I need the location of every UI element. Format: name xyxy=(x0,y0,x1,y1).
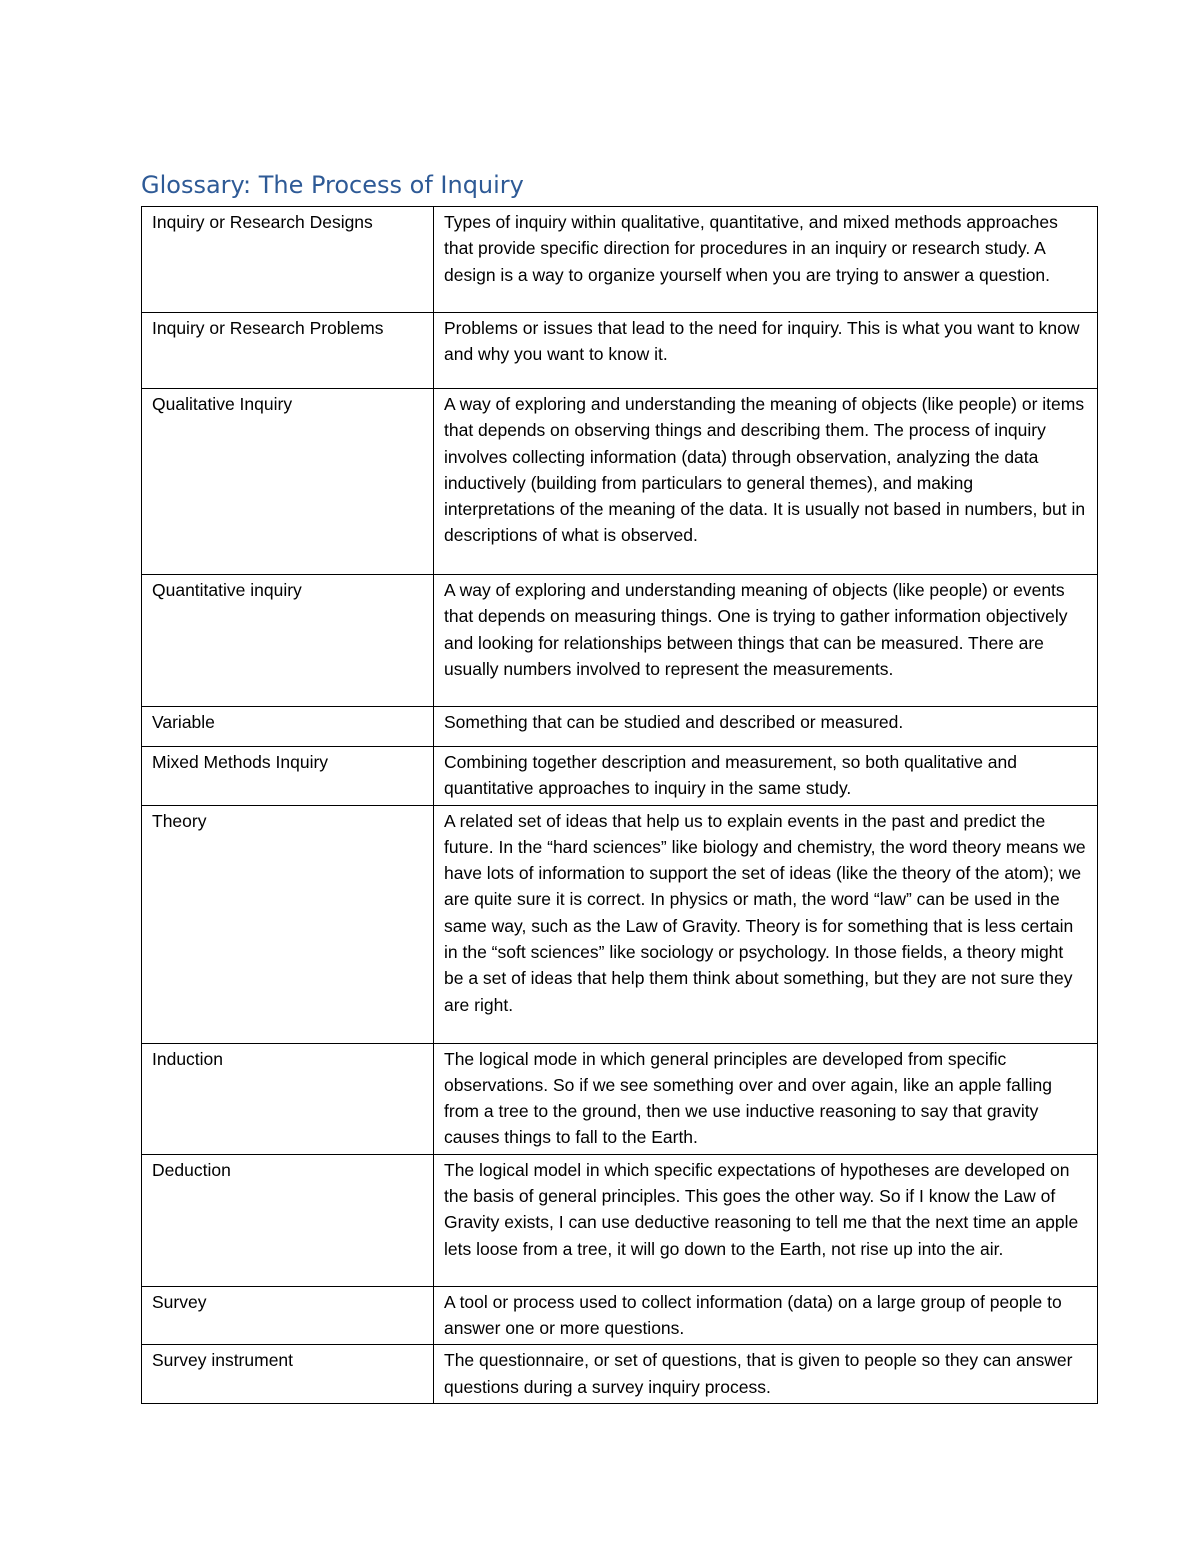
glossary-term: Inquiry or Research Designs xyxy=(142,207,434,313)
glossary-row xyxy=(142,1043,1098,1154)
glossary-definition: Problems or issues that lead to the need for inquiry. This is what you want to know and why you want to know it. xyxy=(434,313,1098,389)
glossary-row xyxy=(142,313,1098,389)
page-title: Glossary: The Process of Inquiry xyxy=(141,171,524,199)
glossary-term: Deduction xyxy=(142,1154,434,1286)
glossary-row xyxy=(142,1154,1098,1286)
glossary-row xyxy=(142,207,1098,313)
glossary-definition: The logical model in which specific expectations of hypotheses are developed on the basis of general principles. This goes the other way. So if I know the Law of Gravity exists, I can use deductive reasoning to tell me that the next time an apple lets loose from a tree, it will go down to the Earth, not rise up into the air. xyxy=(434,1154,1098,1286)
glossary-row xyxy=(142,389,1098,575)
glossary-term: Qualitative Inquiry xyxy=(142,389,434,575)
glossary-term: Induction xyxy=(142,1043,434,1154)
glossary-definition: The questionnaire, or set of questions, that is given to people so they can answer questions during a survey inquiry process. xyxy=(434,1345,1098,1404)
glossary-definition: A related set of ideas that help us to explain events in the past and predict the future. In the “hard sciences” like biology and chemistry, the word theory means we have lots of information to support the set of ideas (like the theory of the atom); we are quite sure it is correct. In physics or math, the word “law” can be used in the same way, such as the Law of Gravity. Theory is for something that is less certain in the “soft sciences” like sociology or psychology. In those fields, a theory might be a set of ideas that help them think about something, but they are not sure they are right. xyxy=(434,805,1098,1043)
glossary-term: Theory xyxy=(142,805,434,1043)
glossary-definition: Combining together description and measurement, so both qualitative and quantitative approaches to inquiry in the same study. xyxy=(434,747,1098,806)
glossary-definition: A way of exploring and understanding meaning of objects (like people) or events that depends on measuring things. One is trying to gather information objectively and looking for relationships between things that can be measured. There are usually numbers involved to represent the measurements. xyxy=(434,575,1098,707)
glossary-definition: A tool or process used to collect information (data) on a large group of people to answer one or more questions. xyxy=(434,1286,1098,1345)
glossary-term: Inquiry or Research Problems xyxy=(142,313,434,389)
glossary-term: Variable xyxy=(142,707,434,747)
glossary-term: Survey instrument xyxy=(142,1345,434,1404)
glossary-row xyxy=(142,707,1098,747)
glossary-term: Survey xyxy=(142,1286,434,1345)
glossary-term: Mixed Methods Inquiry xyxy=(142,747,434,806)
glossary-row xyxy=(142,1345,1098,1404)
glossary-row xyxy=(142,1286,1098,1345)
glossary-definition: Types of inquiry within qualitative, quantitative, and mixed methods approaches that provide specific direction for procedures in an inquiry or research study. A design is a way to organize yourself when you are trying to answer a question. xyxy=(434,207,1098,313)
glossary-row xyxy=(142,805,1098,1043)
glossary-definition: Something that can be studied and described or measured. xyxy=(434,707,1098,747)
glossary-definition: The logical mode in which general principles are developed from specific observations. So if we see something over and over again, like an apple falling from a tree to the ground, then we use inductive reasoning to say that gravity causes things to fall to the Earth. xyxy=(434,1043,1098,1154)
glossary-table xyxy=(141,206,1098,1404)
glossary-definition: A way of exploring and understanding the meaning of objects (like people) or items that depends on observing things and describing them. The process of inquiry involves collecting information (data) through observation, analyzing the data inductively (building from particulars to general themes), and making interpretations of the meaning of the data. It is usually not based in numbers, but in descriptions of what is observed. xyxy=(434,389,1098,575)
glossary-row xyxy=(142,575,1098,707)
glossary-row xyxy=(142,747,1098,806)
glossary-body xyxy=(142,207,1098,1404)
glossary-term: Quantitative inquiry xyxy=(142,575,434,707)
